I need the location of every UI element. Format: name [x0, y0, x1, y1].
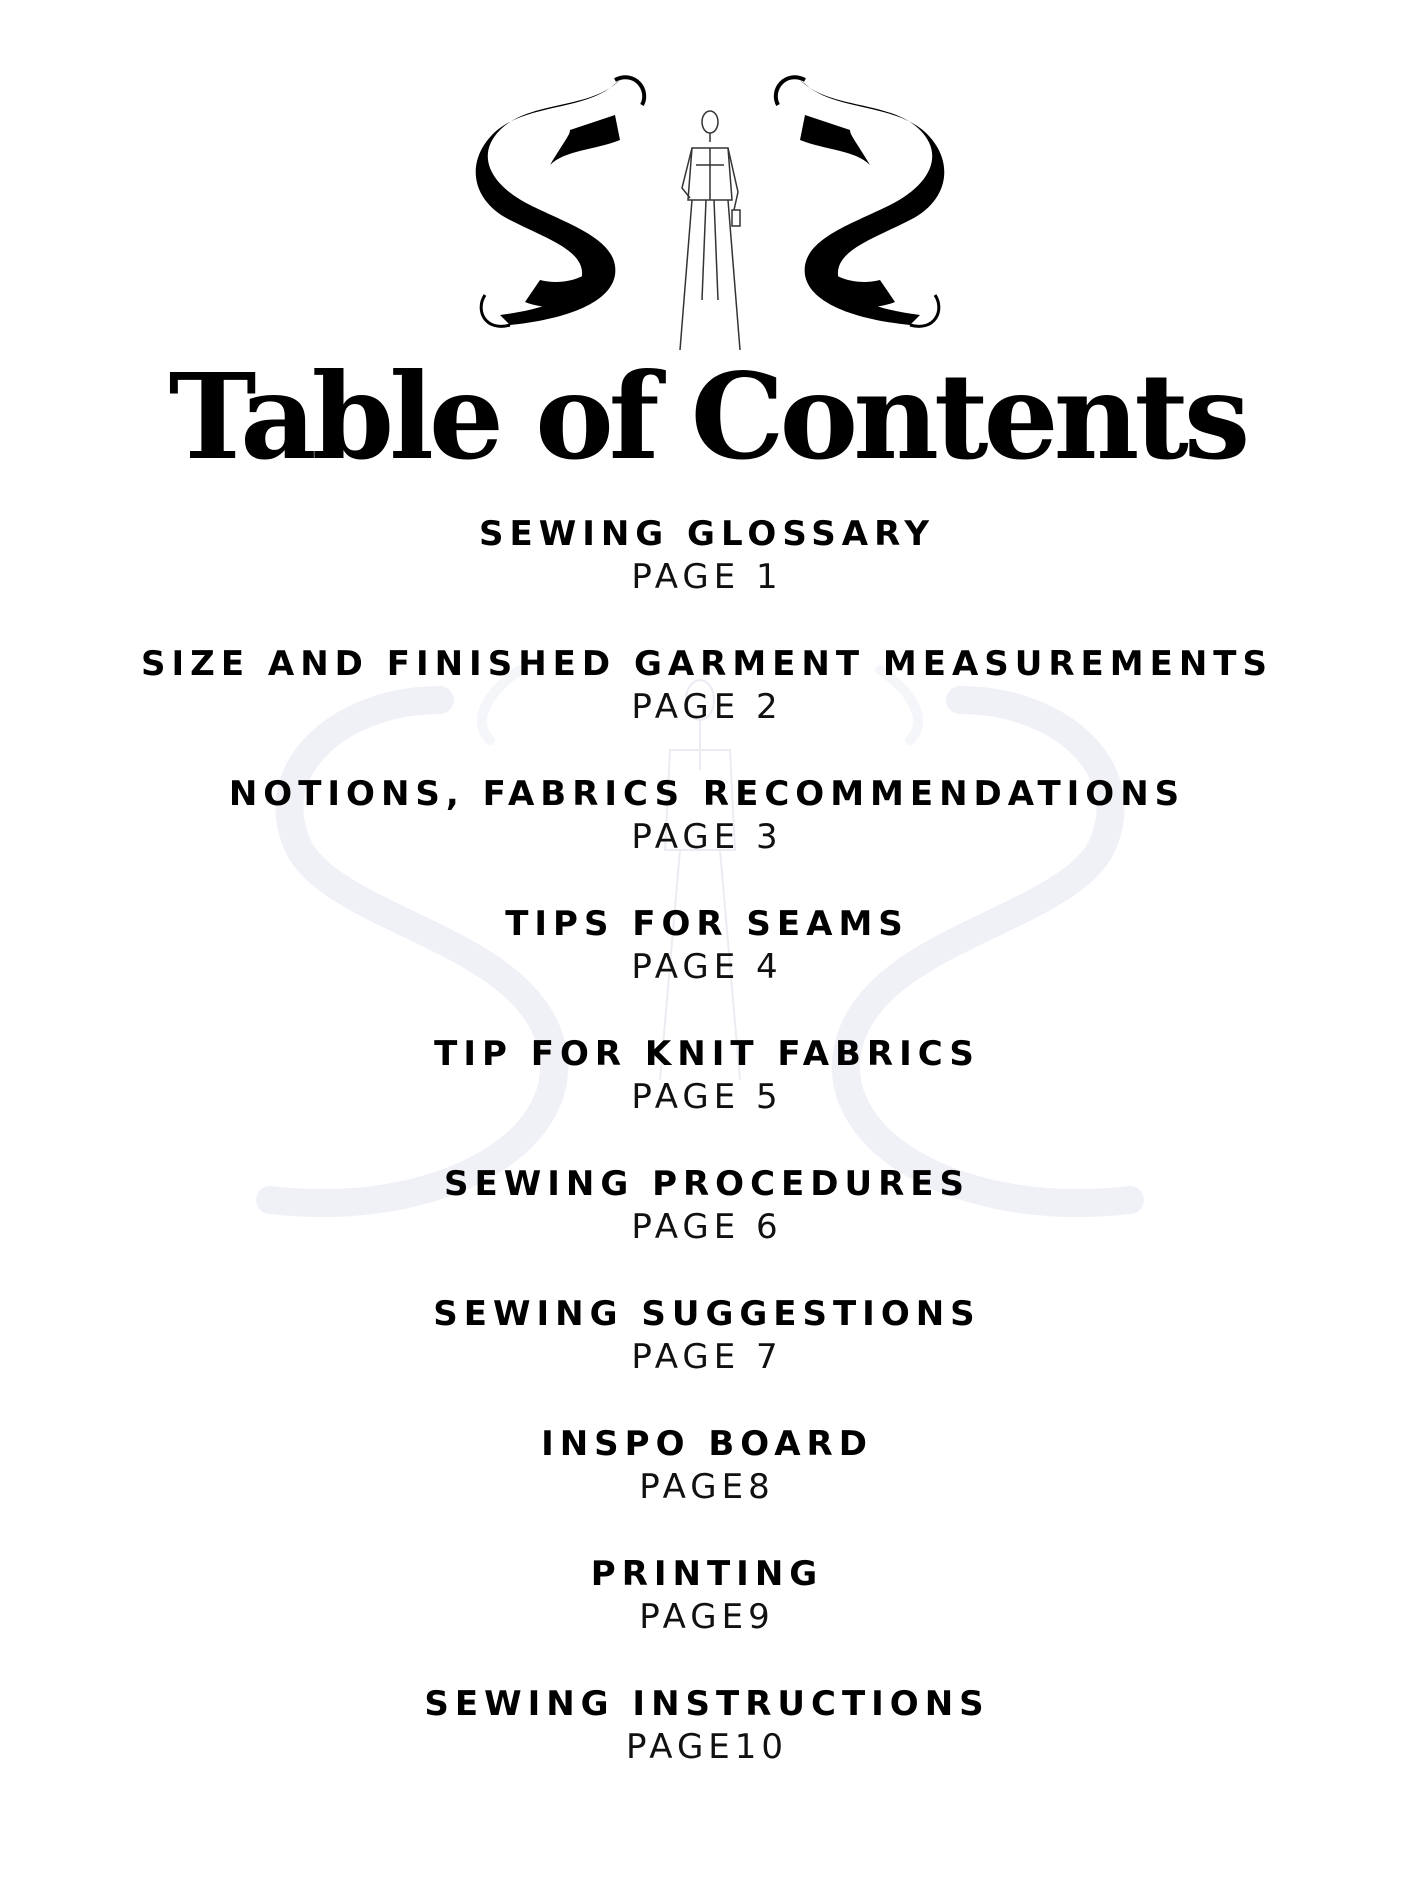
- toc-entry: [0, 1032, 1414, 1162]
- toc-entry-page: PAGE 6: [631, 1207, 783, 1247]
- toc-entry-title: TIP FOR KNIT FABRICS: [434, 1034, 980, 1074]
- toc-entry: [0, 1422, 1414, 1552]
- toc-entry-title: INSPO BOARD: [541, 1424, 873, 1464]
- toc-entry: [0, 642, 1414, 772]
- toc-entry-page: PAGE 2: [631, 687, 783, 727]
- toc-entry-page: PAGE 1: [631, 557, 783, 597]
- toc-entry-title: NOTIONS, FABRICS RECOMMENDATIONS: [228, 774, 1186, 814]
- toc-entry-title: SIZE AND FINISHED GARMENT MEASUREMENTS: [141, 644, 1273, 684]
- toc-entry-title: SEWING PROCEDURES: [444, 1164, 970, 1204]
- toc-entry: [0, 1162, 1414, 1292]
- toc-entry-page: PAGE 7: [631, 1337, 783, 1377]
- toc-entry-title: SEWING SUGGESTIONS: [433, 1294, 981, 1334]
- toc-entry-page: PAGE 4: [631, 947, 783, 987]
- toc-entry-page: PAGE10: [625, 1727, 789, 1767]
- toc-entry: [0, 1552, 1414, 1682]
- toc-entry-page: PAGE 3: [631, 817, 783, 857]
- toc-entry: [0, 512, 1414, 642]
- toc-entry: [0, 772, 1414, 902]
- toc-entry: [0, 902, 1414, 1032]
- table-of-contents: [0, 512, 1414, 1812]
- toc-entry-title: SEWING INSTRUCTIONS: [424, 1684, 990, 1724]
- toc-entry-page: PAGE8: [639, 1467, 775, 1507]
- page-title: Table of Contents: [168, 347, 1246, 486]
- toc-entry-title: PRINTING: [590, 1554, 824, 1594]
- toc-entry: [0, 1292, 1414, 1422]
- ss-gothic-monogram-with-fashion-figure-icon: [470, 70, 950, 360]
- toc-entry-title: TIPS FOR SEAMS: [505, 904, 909, 944]
- toc-entry-page: PAGE9: [639, 1597, 775, 1637]
- toc-entry-page: PAGE 5: [631, 1077, 783, 1117]
- toc-entry: [0, 1682, 1414, 1812]
- toc-entry-title: SEWING GLOSSARY: [478, 514, 936, 554]
